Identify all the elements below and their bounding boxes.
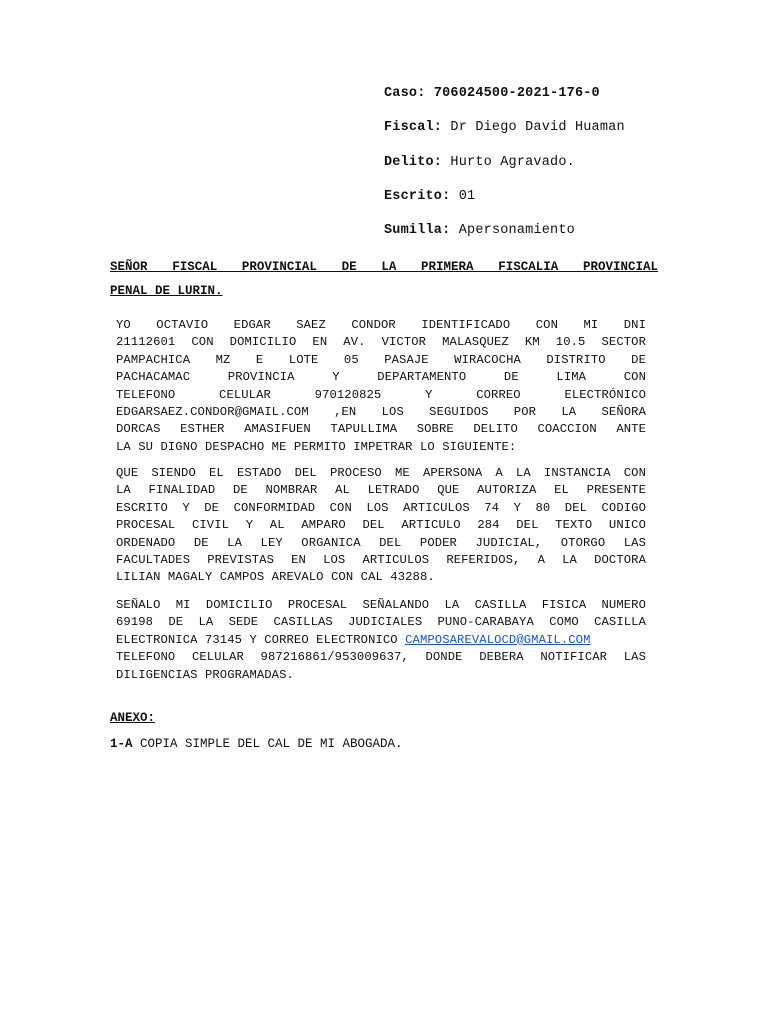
addressee-line: SEÑOR FISCAL PROVINCIAL DE LA PRIMERA FISCALIA PROVINCIAL <box>110 260 658 274</box>
paragraph-line: LA SU DIGNO DESPACHO ME PERMITO IMPETRAR LO SIGUIENTE: <box>116 439 517 454</box>
paragraph-line: 21112601 CON DOMICILIO EN AV. VICTOR MALASQUEZ KM 10.5 SECTOR <box>116 335 646 350</box>
case-number: 706024500-2021-176-0 <box>433 86 600 101</box>
annex-item-number: 1-A <box>110 737 133 751</box>
paragraph-line: LA FINALIDAD DE NOMBRAR AL LETRADO QUE AUTORIZA EL PRESENTE <box>116 483 646 498</box>
delito-label: Delito: <box>384 154 443 170</box>
appointment-paragraph <box>116 465 646 587</box>
fiscal-label: Fiscal: <box>384 120 443 136</box>
addressee-line: PENAL DE LURIN. <box>110 284 223 298</box>
case-label: Caso: <box>384 86 426 101</box>
annex-title: ANEXO: <box>110 711 156 725</box>
paragraph-line <box>116 632 646 649</box>
paragraph-line: LILIAN MAGALY CAMPOS AREVALO CON CAL 43288. <box>116 570 435 585</box>
annex-item-text: COPIA SIMPLE DEL CAL DE MI ABOGADA. <box>132 737 403 751</box>
escrito-label: Escrito: <box>384 188 451 204</box>
paragraph-line: PROCESAL CIVIL Y AL AMPARO DEL ARTICULO 284 DEL TEXTO UNICO <box>116 518 646 533</box>
email-prefix-text: ELECTRONICA 73145 Y CORREO ELECTRONICO <box>116 632 406 647</box>
paragraph-line: 69198 DE LA SEDE CASILLAS JUDICIALES PUNO-CARABAYA COMO CASILLA <box>116 615 646 630</box>
fiscal-name: Dr Diego David Huaman <box>450 120 625 136</box>
paragraph-line: DORCAS ESTHER AMASIFUEN TAPULLIMA SOBRE DELITO COACCION ANTE <box>116 422 646 437</box>
paragraph-line: PAMPACHICA MZ E LOTE 05 PASAJE WIRACOCHA DISTRITO DE <box>116 352 646 367</box>
sumilla-line <box>384 221 764 255</box>
paragraph-line: SEÑALO MI DOMICILIO PROCESAL SEÑALANDO LA CASILLA FISICA NUMERO <box>116 598 646 612</box>
fiscal-line <box>384 118 764 152</box>
lawyer-email-link[interactable]: CAMPOSAREVALOCD@GMAIL.COM <box>405 632 591 647</box>
paragraph-line: TELEFONO CELULAR 987216861/953009637, DONDE DEBERA NOTIFICAR LAS <box>116 650 646 665</box>
escrito-value: 01 <box>458 188 476 204</box>
paragraph-line: PACHACAMAC PROVINCIA Y DEPARTAMENTO DE LIMA CON <box>116 370 646 385</box>
annex-item <box>110 737 403 751</box>
delito-line <box>384 153 764 187</box>
paragraph-line: ESCRITO Y DE CONFORMIDAD CON LOS ARTICULOS 74 Y 80 DEL CODIGO <box>116 500 646 515</box>
paragraph-line: QUE SIENDO EL ESTADO DEL PROCESO ME APERSONA A LA INSTANCIA CON <box>116 466 646 480</box>
sumilla-label: Sumilla: <box>384 223 451 239</box>
introduction-paragraph <box>116 317 646 456</box>
paragraph-line: ORDENADO DE LA LEY ORGANICA DEL PODER JUDICIAL, OTORGO LAS <box>116 535 646 550</box>
sumilla-value: Apersonamiento <box>458 223 575 239</box>
paragraph-line: DILIGENCIAS PROGRAMADAS. <box>116 667 294 682</box>
domicile-paragraph <box>116 597 646 684</box>
escrito-line <box>384 187 764 221</box>
addressee-heading <box>110 258 658 306</box>
case-header <box>384 84 764 255</box>
case-number-line <box>384 84 764 118</box>
paragraph-line: EDGARSAEZ.CONDOR@GMAIL.COM ,EN LOS SEGUIDOS POR LA SEÑORA <box>116 405 646 420</box>
paragraph-line: TELEFONO CELULAR 970120825 Y CORREO ELECTRÓNICO <box>116 387 646 402</box>
paragraph-line: YO OCTAVIO EDGAR SAEZ CONDOR IDENTIFICADO CON MI DNI <box>116 318 646 332</box>
delito-value: Hurto Agravado. <box>450 154 575 170</box>
paragraph-line: FACULTADES PREVISTAS EN LOS ARTICULOS REFERIDOS, A LA DOCTORA <box>116 553 646 568</box>
